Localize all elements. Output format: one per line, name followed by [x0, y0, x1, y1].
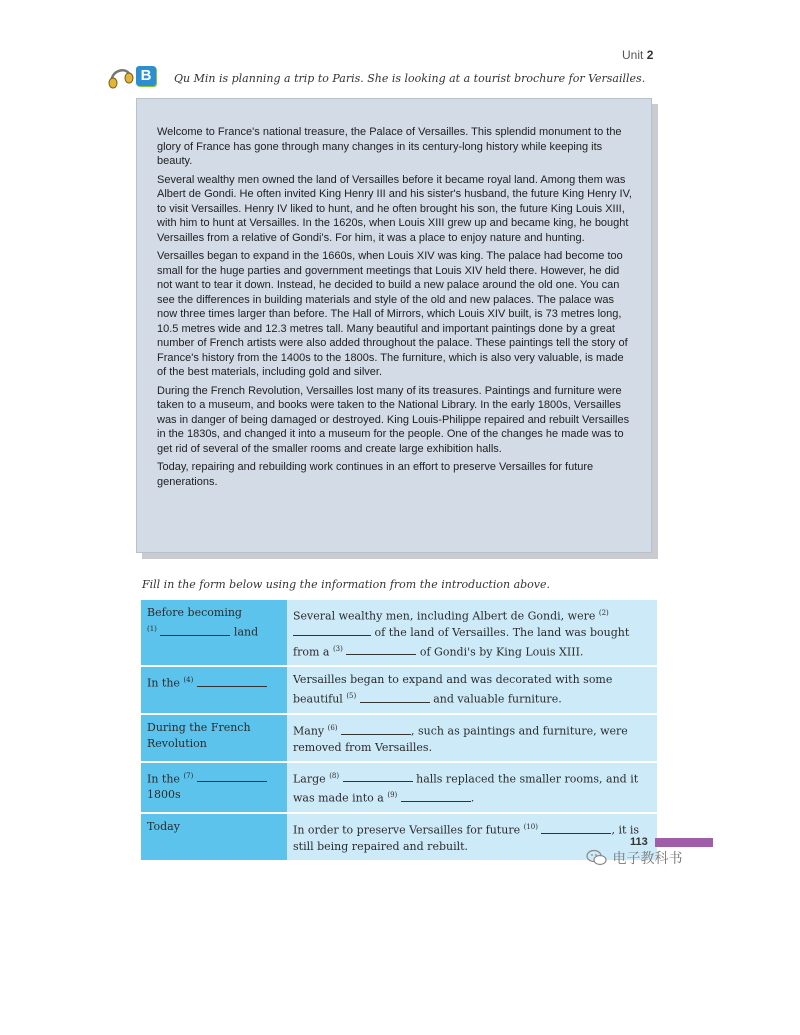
cell-text: Today [147, 819, 180, 833]
blank-number: (1) [147, 625, 157, 633]
blank-line-7[interactable] [197, 771, 267, 782]
cell-text: of the land of Versailles. The land was bought from a [293, 625, 630, 659]
blank-line-2[interactable] [293, 625, 371, 636]
cell-text: During the French Revolution [147, 720, 251, 750]
cell-text: Before becoming [147, 606, 242, 619]
form-right-cell [287, 762, 657, 813]
brochure-paragraph: Welcome to France's national treasure, the Palace of Versailles. This splendid monument to the glory of France has gone through many changes in its century-long history while keeping its beauty. [157, 126, 622, 167]
brochure-paragraph: Today, repairing and rebuilding work continues in an effort to preserve Versailles for future generations. [157, 461, 594, 488]
cell-text: halls replaced the smaller rooms, and it was made into a [293, 772, 639, 805]
table-row [141, 600, 657, 666]
watermark-text: 电子教科书 [612, 851, 683, 867]
section-instruction: Qu Min is planning a trip to Paris. She is looking at a tourist brochure for Versailles. [174, 72, 646, 85]
blank-number: (5) [346, 692, 357, 701]
tourist-brochure [136, 98, 652, 553]
headphone-icon [106, 62, 136, 92]
cell-text: 1800s [147, 788, 181, 802]
blank-line-3[interactable] [346, 644, 416, 655]
cell-text: , it is still being repaired and rebuilt. [293, 823, 640, 853]
blank-line-8[interactable] [343, 771, 413, 782]
cell-text: Many [293, 724, 325, 738]
blank-line-4[interactable] [197, 676, 267, 687]
brochure-paragraph: Versailles began to expand in the 1660s, when Louis XIV was king. The palace had become too small for the huge parties and government meetings that Louis XIV held there. However, he did not want to tear it down. Instead, he decided to build a new palace around the old one. You can see the differences in building materials and style of the old and new palaces. The palace was now three times larger than before. The Hall of Mirrors, which Louis XIV built, is 73 metres long, 10.5 metres wide and 12.3 metres tall. Many beautiful and important paintings done by a great number of French artists were also added throughout the palace. These paintings tell the story of France's history from the 1400s to the 1800s. The furniture, which is also very valuable, is made of the best materials, including gold and silver. [157, 250, 628, 378]
table-row [141, 714, 657, 762]
form-left-cell [141, 600, 287, 666]
cell-text: Several wealthy men, including Albert de Gondi, were [293, 609, 596, 623]
page-number-bar [655, 838, 713, 847]
fill-in-form [141, 600, 657, 862]
form-left-cell [141, 762, 287, 813]
form-right-cell [287, 714, 657, 762]
blank-line-6[interactable] [341, 724, 411, 735]
blank-number: (4) [183, 676, 194, 685]
cell-text: land [233, 625, 259, 639]
unit-number: 2 [646, 48, 654, 62]
cell-text: Versailles began to expand and was decorated with some beautiful [293, 673, 613, 706]
blank-number: (6) [327, 723, 338, 732]
blank-number: (2) [598, 609, 609, 617]
blank-line-1[interactable] [160, 625, 230, 636]
blank-number: (9) [387, 791, 398, 800]
brochure-paragraph: Several wealthy men owned the land of Versailles before it became royal land. Among them was Albert de Gondi. He often invited King Henry III and his sister's husband, the future King Henry IV, to visit Versailles. Henry IV liked to hunt, and he often brought his son, the future King Louis XIII, with him to hunt at Versailles. In the 1620s, when Louis XIII grew up and became king, he bought Versailles from a relative of Gondi's. For him, it was a place to enjoy nature and hunting. [157, 173, 632, 244]
page-number: 113 [630, 836, 648, 848]
blank-number: (7) [183, 771, 194, 780]
blank-line-5[interactable] [360, 692, 430, 703]
form-left-cell [141, 813, 287, 861]
cell-text: of Gondi's by King Louis XIII. [419, 645, 584, 659]
cell-text: In the [147, 772, 180, 786]
blank-number: (10) [523, 822, 538, 831]
form-left-cell [141, 666, 287, 714]
blank-number: (3) [332, 644, 343, 653]
cell-text: In order to preserve Versailles for future [293, 823, 521, 837]
cell-text: In the [147, 676, 180, 690]
form-right-cell [287, 666, 657, 714]
form-left-cell [141, 714, 287, 762]
cell-text: . [470, 791, 475, 805]
blank-line-10[interactable] [541, 823, 611, 834]
wechat-icon [586, 849, 608, 867]
cell-text: , such as paintings and furniture, were removed from Versailles. [293, 724, 628, 754]
blank-line-9[interactable] [401, 791, 471, 802]
unit-label [622, 48, 653, 62]
cell-text: and valuable furniture. [433, 692, 562, 706]
blank-number: (8) [329, 771, 340, 780]
table-row [141, 666, 657, 714]
unit-text: Unit [622, 48, 644, 62]
section-badge-area [106, 62, 166, 92]
cell-text: Large [293, 772, 326, 786]
form-instruction: Fill in the form below using the information from the introduction above. [142, 578, 551, 591]
table-row [141, 762, 657, 813]
watermark [586, 848, 682, 870]
table-row [141, 813, 657, 861]
brochure-paragraph: During the French Revolution, Versailles lost many of its treasures. Paintings and furniture were taken to a museum, and books were taken to the National Library. In the early 1800s, Versailles was in danger of being damaged or destroyed. King Louis-Philippe repaired and rebuilt Versailles in the 1830s, and changed it into a museum for the people. One of the changes he made was to get rid of several of the smaller rooms and create large exhibition halls. [157, 384, 630, 455]
form-right-cell [287, 600, 657, 666]
section-b-badge: B [136, 66, 156, 86]
